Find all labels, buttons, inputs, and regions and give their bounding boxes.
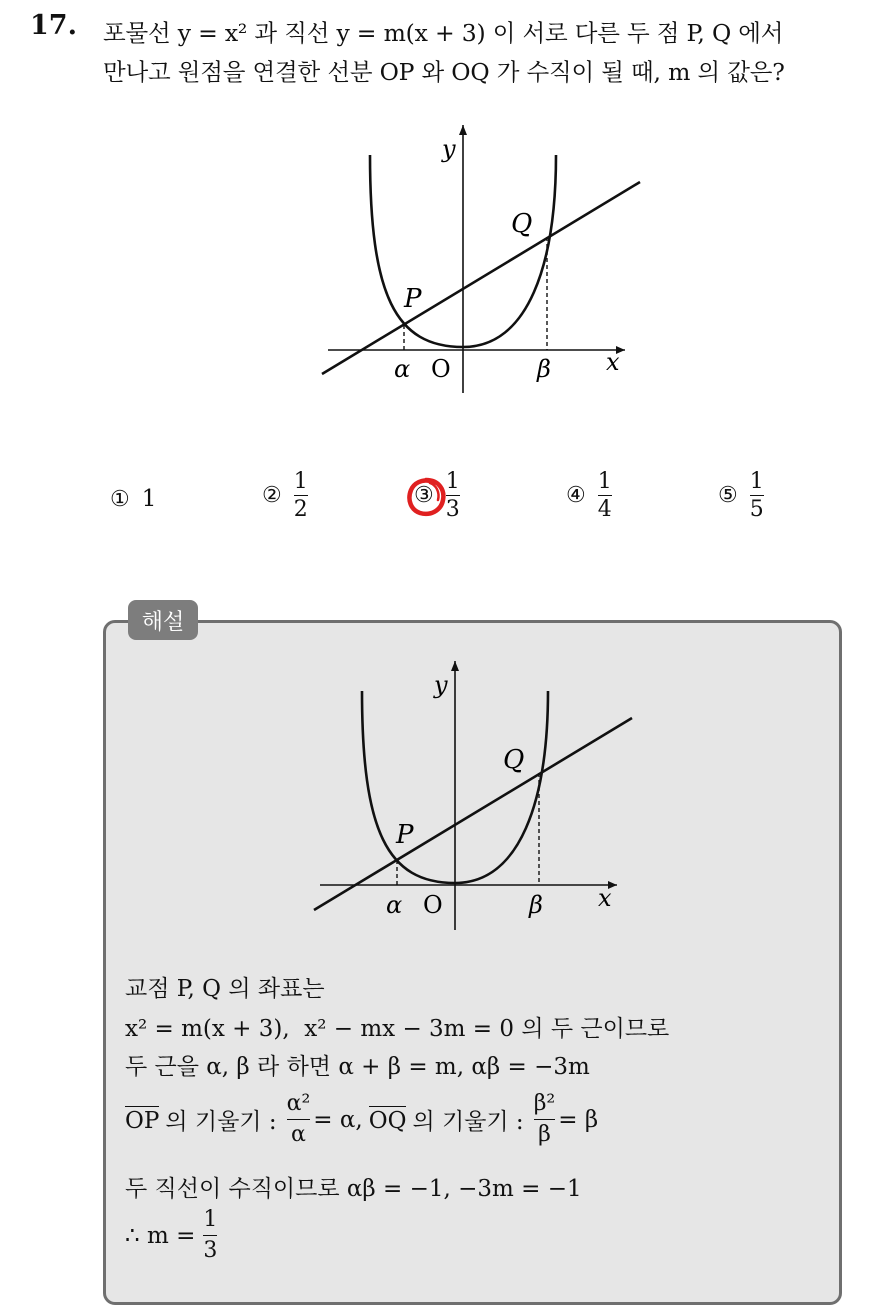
fraction-bar (750, 495, 764, 496)
choice-4[interactable] (566, 470, 612, 521)
y-axis-arrow (451, 661, 459, 671)
solution-line-3: 두 근을 α, β 라 하면 α + β = m, αβ = −3m (125, 1054, 590, 1080)
numerator: 1 (293, 469, 308, 494)
choice-1[interactable] (110, 486, 156, 512)
choice-5[interactable] (718, 470, 764, 521)
fraction-bar (598, 495, 612, 496)
equals-alpha: = α, (313, 1106, 363, 1133)
choice-fraction (598, 470, 612, 521)
problem-graph (300, 115, 660, 405)
y-axis-arrow (459, 125, 467, 135)
denominator: 2 (293, 497, 308, 523)
point-q-label: Q (511, 209, 533, 239)
equation-a: x² = m(x + 3), (125, 1016, 290, 1042)
solution-line-2 (125, 1010, 669, 1043)
solution-line-5: 두 직선이 수직이므로 αβ = −1, −3m = −1 (125, 1176, 582, 1202)
answer-circle-mark (403, 474, 449, 520)
slope-word: 의 기울기 : (165, 1109, 277, 1136)
y-axis-label: y (442, 135, 456, 163)
denominator: 3 (203, 1238, 218, 1264)
numerator: 1 (445, 469, 460, 494)
slope-word: 의 기울기 : (412, 1109, 524, 1136)
point-p-label: P (396, 820, 414, 850)
question-text-line1: 포물선 y = x² 과 직선 y = m(x + 3) 이 서로 다른 두 점 P, Q 에서 (103, 19, 784, 47)
denominator: 5 (749, 497, 764, 523)
choice-2[interactable] (262, 470, 308, 521)
solution-graph (292, 655, 652, 940)
choice-value: 1 (141, 486, 157, 512)
origin-label: O (423, 891, 443, 919)
numerator: α² (286, 1091, 311, 1116)
fraction-bar (287, 1119, 311, 1120)
choice-number: ① (110, 486, 130, 512)
slope-fraction-1 (287, 1092, 311, 1147)
point-q-label: Q (503, 745, 525, 775)
solution-line-4 (125, 1092, 598, 1147)
beta-label: β (529, 891, 543, 919)
choice-fraction (750, 470, 764, 521)
y-axis-label: y (434, 671, 448, 699)
numerator: β² (533, 1091, 556, 1116)
answer-fraction (203, 1208, 217, 1263)
choice-number: ③ (414, 483, 434, 509)
choice-number: ④ (566, 483, 586, 509)
equation-b: x² − mx − 3m = 0 의 두 근이므로 (304, 1016, 670, 1042)
point-p-label: P (404, 284, 422, 314)
numerator: 1 (749, 469, 764, 494)
denominator: 4 (597, 497, 612, 523)
denominator: α (291, 1122, 306, 1148)
solution-tag: 해설 (128, 600, 198, 640)
question-text-line2: 만나고 원점을 연결한 선분 OP 와 OQ 가 수직이 될 때, m 의 값은? (103, 58, 785, 86)
origin-label: O (431, 355, 451, 383)
solution-line-1: 교점 P, Q 의 좌표는 (125, 976, 325, 1002)
choice-fraction (294, 470, 308, 521)
fraction-bar (294, 495, 308, 496)
numerator: 1 (597, 469, 612, 494)
denominator: β (538, 1122, 551, 1148)
denominator: 3 (445, 497, 460, 523)
numerator: 1 (203, 1207, 218, 1232)
segment-oq: OQ (368, 1107, 407, 1134)
x-axis-label: x (606, 348, 620, 376)
alpha-label: α (386, 891, 403, 919)
choice-number: ② (262, 483, 282, 509)
question-number: 17. (30, 10, 77, 41)
x-axis-label: x (598, 884, 612, 912)
fraction-bar (203, 1235, 217, 1236)
choice-number: ⑤ (718, 483, 738, 509)
alpha-label: α (394, 355, 411, 383)
equals-beta: = β (558, 1106, 599, 1133)
therefore-m: ∴ m = (125, 1222, 196, 1249)
beta-label: β (537, 355, 551, 383)
slope-fraction-2 (534, 1092, 556, 1147)
segment-op: OP (125, 1107, 160, 1134)
fraction-bar (534, 1119, 556, 1120)
solution-line-6 (125, 1208, 220, 1263)
